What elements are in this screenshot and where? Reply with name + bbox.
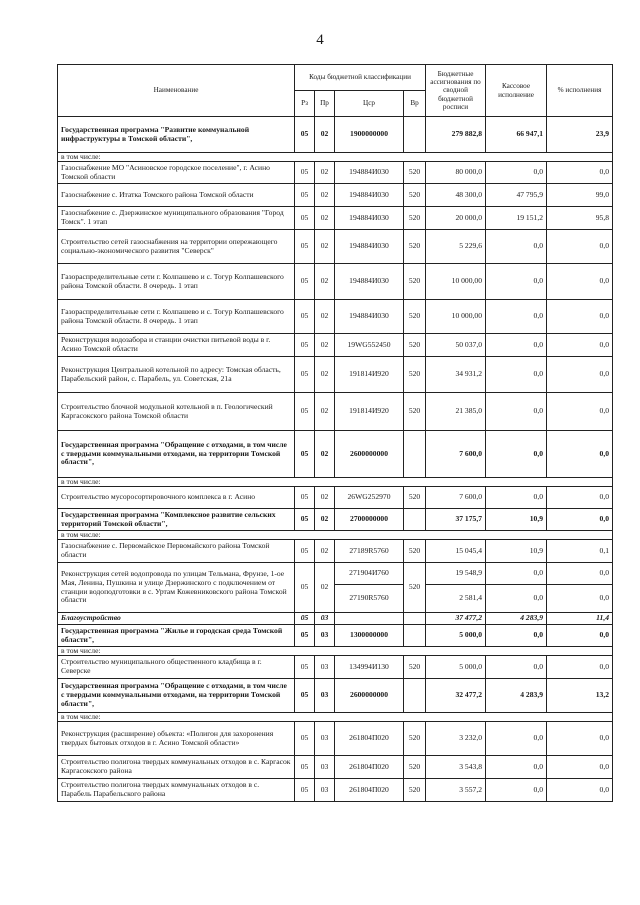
cell-exec: 0,0: [486, 334, 547, 357]
cell-pr: 02: [315, 393, 335, 431]
cell-plan: 50 037,0: [426, 334, 486, 357]
cell-rz: 05: [295, 300, 315, 334]
cell-vr: 520: [404, 230, 426, 264]
cell-name: Реконструкция сетей водопровода по улицам Тельмана, Фрунзе, 1-ое Мая, Ленина, Пушкина и улице Дзержинского с подключением от станции водоподготовки в с. Уртам Кожевниковского района Томской области: [58, 563, 295, 613]
cell-plan: 37 477,2: [426, 613, 486, 625]
cell-pr: 02: [315, 357, 335, 393]
cell-exec: 0,0: [486, 625, 547, 647]
cell-plan: 5 000,0: [426, 656, 486, 679]
cell-csr: 261804П020: [335, 779, 404, 802]
cell-vr: 520: [404, 487, 426, 509]
cell-name: Строительство блочной модульной котельной в п. Геологический Каргасокского района Томской области: [58, 393, 295, 431]
cell-label: в том числе:: [58, 713, 613, 722]
cell-plan: 279 882,8: [426, 117, 486, 153]
cell-exec: 47 795,9: [486, 184, 547, 207]
cell-exec: 4 283,9: [486, 613, 547, 625]
cell-label: в том числе:: [58, 531, 613, 540]
table-row: [58, 117, 613, 153]
cell-name: Газоснабжение МО "Асиновское городское поселение", г. Асино Томской области: [58, 162, 295, 184]
table-row: [58, 531, 613, 540]
cell-plan: 5 229,6: [426, 230, 486, 264]
cell-csr: 271904И760: [335, 563, 404, 585]
cell-exec: 19 151,2: [486, 207, 547, 230]
cell-csr: 2600000000: [335, 431, 404, 478]
cell-pct: 99,0: [547, 184, 613, 207]
cell-pr: 02: [315, 184, 335, 207]
cell-pct: 11,4: [547, 613, 613, 625]
cell-pr: 02: [315, 162, 335, 184]
cell-rz: 05: [295, 334, 315, 357]
cell-pct: 0,0: [547, 509, 613, 531]
cell-pr: 02: [315, 300, 335, 334]
table-body-section-2: [58, 613, 613, 802]
cell-plan: 7 600,0: [426, 431, 486, 478]
table-row: [58, 230, 613, 264]
cell-plan: 3 232,0: [426, 722, 486, 756]
table-row: [58, 153, 613, 162]
cell-pct: 0,0: [547, 431, 613, 478]
cell-exec: 0,0: [486, 393, 547, 431]
table-row: [58, 184, 613, 207]
table-row: [58, 264, 613, 300]
cell-pr: 02: [315, 117, 335, 153]
cell-vr: 520: [404, 756, 426, 779]
cell-pr: 02: [315, 207, 335, 230]
cell-vr: [404, 431, 426, 478]
cell-rz: 05: [295, 431, 315, 478]
cell-plan: 37 175,7: [426, 509, 486, 531]
cell-pct: 0,0: [547, 756, 613, 779]
cell-name: Газоснабжение с. Итатка Томского района Томской области: [58, 184, 295, 207]
cell-vr: 520: [404, 563, 426, 613]
cell-vr: [404, 117, 426, 153]
cell-rz: 05: [295, 117, 315, 153]
table-row: [58, 300, 613, 334]
header-pct: % исполнения: [547, 65, 613, 117]
cell-plan: 3 557,2: [426, 779, 486, 802]
cell-pct: 0,0: [547, 357, 613, 393]
cell-csr: 194884И030: [335, 162, 404, 184]
cell-plan: 48 300,0: [426, 184, 486, 207]
cell-plan: 10 000,00: [426, 264, 486, 300]
cell-pr: 02: [315, 264, 335, 300]
cell-csr: 191814И920: [335, 393, 404, 431]
cell-csr: 261804П020: [335, 756, 404, 779]
header-exec: Кассовое исполнение: [486, 65, 547, 117]
cell-csr: 194884И030: [335, 300, 404, 334]
table-body-section-1: [58, 117, 613, 563]
table-row: [58, 647, 613, 656]
cell-exec: 0,0: [486, 357, 547, 393]
cell-pr: 03: [315, 722, 335, 756]
header-vr: Вр: [404, 91, 426, 117]
cell-csr: 19WG552450: [335, 334, 404, 357]
table-row: [58, 563, 613, 585]
cell-rz: 05: [295, 393, 315, 431]
cell-pr: 03: [315, 779, 335, 802]
cell-label: в том числе:: [58, 153, 613, 162]
table-row: [58, 613, 613, 625]
cell-pr: 02: [315, 487, 335, 509]
cell-pr: 03: [315, 656, 335, 679]
cell-vr: 520: [404, 722, 426, 756]
cell-pct: 0,0: [547, 230, 613, 264]
cell-exec: 0,0: [486, 656, 547, 679]
header-rz: Рз: [295, 91, 315, 117]
cell-vr: 520: [404, 184, 426, 207]
header-codes: Коды бюджетной классификации: [295, 65, 426, 91]
cell-plan: 21 385,0: [426, 393, 486, 431]
cell-rz: 05: [295, 625, 315, 647]
split-row-group: [58, 563, 613, 613]
header-pr: Пр: [315, 91, 335, 117]
cell-pr: 02: [315, 509, 335, 531]
table-row: [58, 656, 613, 679]
cell-rz: 05: [295, 679, 315, 713]
cell-exec: 10,9: [486, 509, 547, 531]
cell-name: Строительство полигона твердых коммунальных отходов в с. Каргасок Каргасокского района: [58, 756, 295, 779]
cell-name: Реконструкция водозабора и станции очистки питьевой воды в г. Асино Томской области: [58, 334, 295, 357]
cell-rz: 05: [295, 357, 315, 393]
cell-csr: 261804П020: [335, 722, 404, 756]
cell-vr: 520: [404, 779, 426, 802]
cell-plan: 7 600,0: [426, 487, 486, 509]
cell-name: Газоснабжение с. Первомайское Первомайского района Томской области: [58, 540, 295, 563]
table-row: [58, 431, 613, 478]
table-row: [58, 334, 613, 357]
cell-csr: 194884И030: [335, 230, 404, 264]
cell-pct: 0,0: [547, 487, 613, 509]
cell-vr: 520: [404, 207, 426, 230]
cell-vr: 520: [404, 162, 426, 184]
cell-pr: 03: [315, 756, 335, 779]
cell-rz: 05: [295, 207, 315, 230]
table-row: [58, 207, 613, 230]
cell-csr: 191814И920: [335, 357, 404, 393]
cell-label: в том числе:: [58, 647, 613, 656]
cell-vr: 520: [404, 264, 426, 300]
cell-name: Государственная программа "Обращение с отходами, в том числе с твердыми коммунальными отходами, на территории Томской области",: [58, 679, 295, 713]
page-number: 4: [316, 32, 324, 48]
cell-exec: 0,0: [486, 585, 547, 613]
cell-pct: 0,0: [547, 162, 613, 184]
cell-rz: 05: [295, 540, 315, 563]
cell-csr: 2700000000: [335, 509, 404, 531]
cell-plan: 3 543,8: [426, 756, 486, 779]
cell-pr: 03: [315, 613, 335, 625]
cell-name: Строительство муниципального общественного кладбища в г. Северске: [58, 656, 295, 679]
cell-pct: 0,0: [547, 334, 613, 357]
table-row: [58, 540, 613, 563]
cell-pct: 23,9: [547, 117, 613, 153]
cell-csr: 194884И030: [335, 264, 404, 300]
table-row: [58, 625, 613, 647]
cell-vr: [404, 509, 426, 531]
cell-csr: [335, 613, 404, 625]
cell-name: Государственная программа "Комплексное развитие сельских территорий Томской области",: [58, 509, 295, 531]
cell-vr: 520: [404, 656, 426, 679]
table-row: [58, 478, 613, 487]
cell-exec: 10,9: [486, 540, 547, 563]
cell-plan: 10 000,00: [426, 300, 486, 334]
cell-rz: 05: [295, 722, 315, 756]
cell-vr: 520: [404, 300, 426, 334]
budget-execution-table: [57, 64, 613, 802]
cell-pct: 0,0: [547, 625, 613, 647]
cell-vr: [404, 679, 426, 713]
cell-pct: 13,2: [547, 679, 613, 713]
cell-csr: 194884И030: [335, 184, 404, 207]
cell-rz: 05: [295, 779, 315, 802]
cell-pct: 0,0: [547, 264, 613, 300]
cell-pct: 0,0: [547, 722, 613, 756]
cell-exec: 0,0: [486, 563, 547, 585]
cell-exec: 0,0: [486, 756, 547, 779]
cell-name: Газоснабжение с. Дзержинское муниципального образования "Город Томск". 1 этап: [58, 207, 295, 230]
cell-rz: 05: [295, 756, 315, 779]
cell-pct: 0,1: [547, 540, 613, 563]
cell-plan: 32 477,2: [426, 679, 486, 713]
table-row: [58, 756, 613, 779]
header-plan: Бюджетные ассигнования по сводной бюджетной росписи: [426, 65, 486, 117]
cell-pr: 03: [315, 625, 335, 647]
cell-label: в том числе:: [58, 478, 613, 487]
cell-rz: 05: [295, 162, 315, 184]
cell-plan: 15 045,4: [426, 540, 486, 563]
cell-vr: 520: [404, 357, 426, 393]
cell-plan: 20 000,0: [426, 207, 486, 230]
cell-pct: 95,8: [547, 207, 613, 230]
cell-pct: 0,0: [547, 656, 613, 679]
table-row: [58, 779, 613, 802]
cell-rz: 05: [295, 487, 315, 509]
cell-pct: 0,0: [547, 779, 613, 802]
cell-plan: 80 000,0: [426, 162, 486, 184]
cell-exec: 66 947,1: [486, 117, 547, 153]
cell-name: Газораспределительные сети г. Колпашево и с. Тогур Колпашевского района Томской области. 8 очередь. 1 этап: [58, 264, 295, 300]
cell-pct: 0,0: [547, 585, 613, 613]
cell-exec: 0,0: [486, 779, 547, 802]
cell-rz: 05: [295, 230, 315, 264]
header-csr: Цср: [335, 91, 404, 117]
cell-csr: 194884И030: [335, 207, 404, 230]
cell-pct: 0,0: [547, 300, 613, 334]
cell-rz: 05: [295, 613, 315, 625]
cell-csr: 134994И130: [335, 656, 404, 679]
cell-pr: 02: [315, 540, 335, 563]
cell-exec: 4 283,9: [486, 679, 547, 713]
cell-exec: 0,0: [486, 264, 547, 300]
cell-name: Государственная программа "Развитие коммунальной инфраструктуры в Томской области",: [58, 117, 295, 153]
cell-vr: [404, 613, 426, 625]
cell-exec: 0,0: [486, 487, 547, 509]
cell-csr: 1900000000: [335, 117, 404, 153]
table-row: [58, 713, 613, 722]
cell-vr: 520: [404, 393, 426, 431]
cell-name: Реконструкция Центральной котельной по адресу: Томская область, Парабельский район, с. Парабель, ул. Советская, 21а: [58, 357, 295, 393]
cell-vr: [404, 625, 426, 647]
cell-exec: 0,0: [486, 300, 547, 334]
table-row: [58, 679, 613, 713]
cell-plan: 34 931,2: [426, 357, 486, 393]
cell-name: Государственная программа "Обращение с отходами, в том числе с твердыми коммунальными отходами, на территории Томской области",: [58, 431, 295, 478]
cell-exec: 0,0: [486, 162, 547, 184]
cell-rz: 05: [295, 656, 315, 679]
table-row: [58, 509, 613, 531]
cell-pr: 02: [315, 563, 335, 613]
table-row: [58, 162, 613, 184]
cell-pct: 0,0: [547, 393, 613, 431]
cell-pr: 02: [315, 334, 335, 357]
cell-name: Реконструкция (расширение) объекта: «Полигон для захоронения твердых бытовых отходов в г. Асино Томской области»: [58, 722, 295, 756]
cell-rz: 05: [295, 563, 315, 613]
cell-rz: 05: [295, 264, 315, 300]
cell-vr: 520: [404, 334, 426, 357]
table-row: [58, 357, 613, 393]
cell-exec: 0,0: [486, 431, 547, 478]
cell-csr: 27190R5760: [335, 585, 404, 613]
cell-name: Строительство мусоросортировочного комплекса в г. Асино: [58, 487, 295, 509]
header-name: Наименование: [58, 65, 295, 117]
cell-plan: 19 548,9: [426, 563, 486, 585]
cell-exec: 0,0: [486, 722, 547, 756]
cell-name: Благоустройство: [58, 613, 295, 625]
cell-pr: 02: [315, 431, 335, 478]
table-row: [58, 393, 613, 431]
cell-csr: 1300000000: [335, 625, 404, 647]
table-row: [58, 487, 613, 509]
cell-pr: 03: [315, 679, 335, 713]
table-row: [58, 722, 613, 756]
cell-plan: 2 581,4: [426, 585, 486, 613]
cell-exec: 0,0: [486, 230, 547, 264]
cell-plan: 5 000,0: [426, 625, 486, 647]
cell-csr: 26WG252970: [335, 487, 404, 509]
cell-pr: 02: [315, 230, 335, 264]
cell-pct: 0,0: [547, 563, 613, 585]
cell-rz: 05: [295, 184, 315, 207]
cell-name: Строительство полигона твердых коммунальных отходов в с. Парабель Парабельского района: [58, 779, 295, 802]
cell-csr: 2600000000: [335, 679, 404, 713]
cell-name: Государственная программа "Жилье и городская среда Томской области",: [58, 625, 295, 647]
cell-name: Газораспределительные сети г. Колпашево и с. Тогур Колпашевского района Томской области. 8 очередь. 1 этап: [58, 300, 295, 334]
cell-rz: 05: [295, 509, 315, 531]
cell-vr: 520: [404, 540, 426, 563]
cell-name: Строительство сетей газоснабжения на территории опережающего социально-экономического развития "Северск": [58, 230, 295, 264]
cell-csr: 27189R5760: [335, 540, 404, 563]
